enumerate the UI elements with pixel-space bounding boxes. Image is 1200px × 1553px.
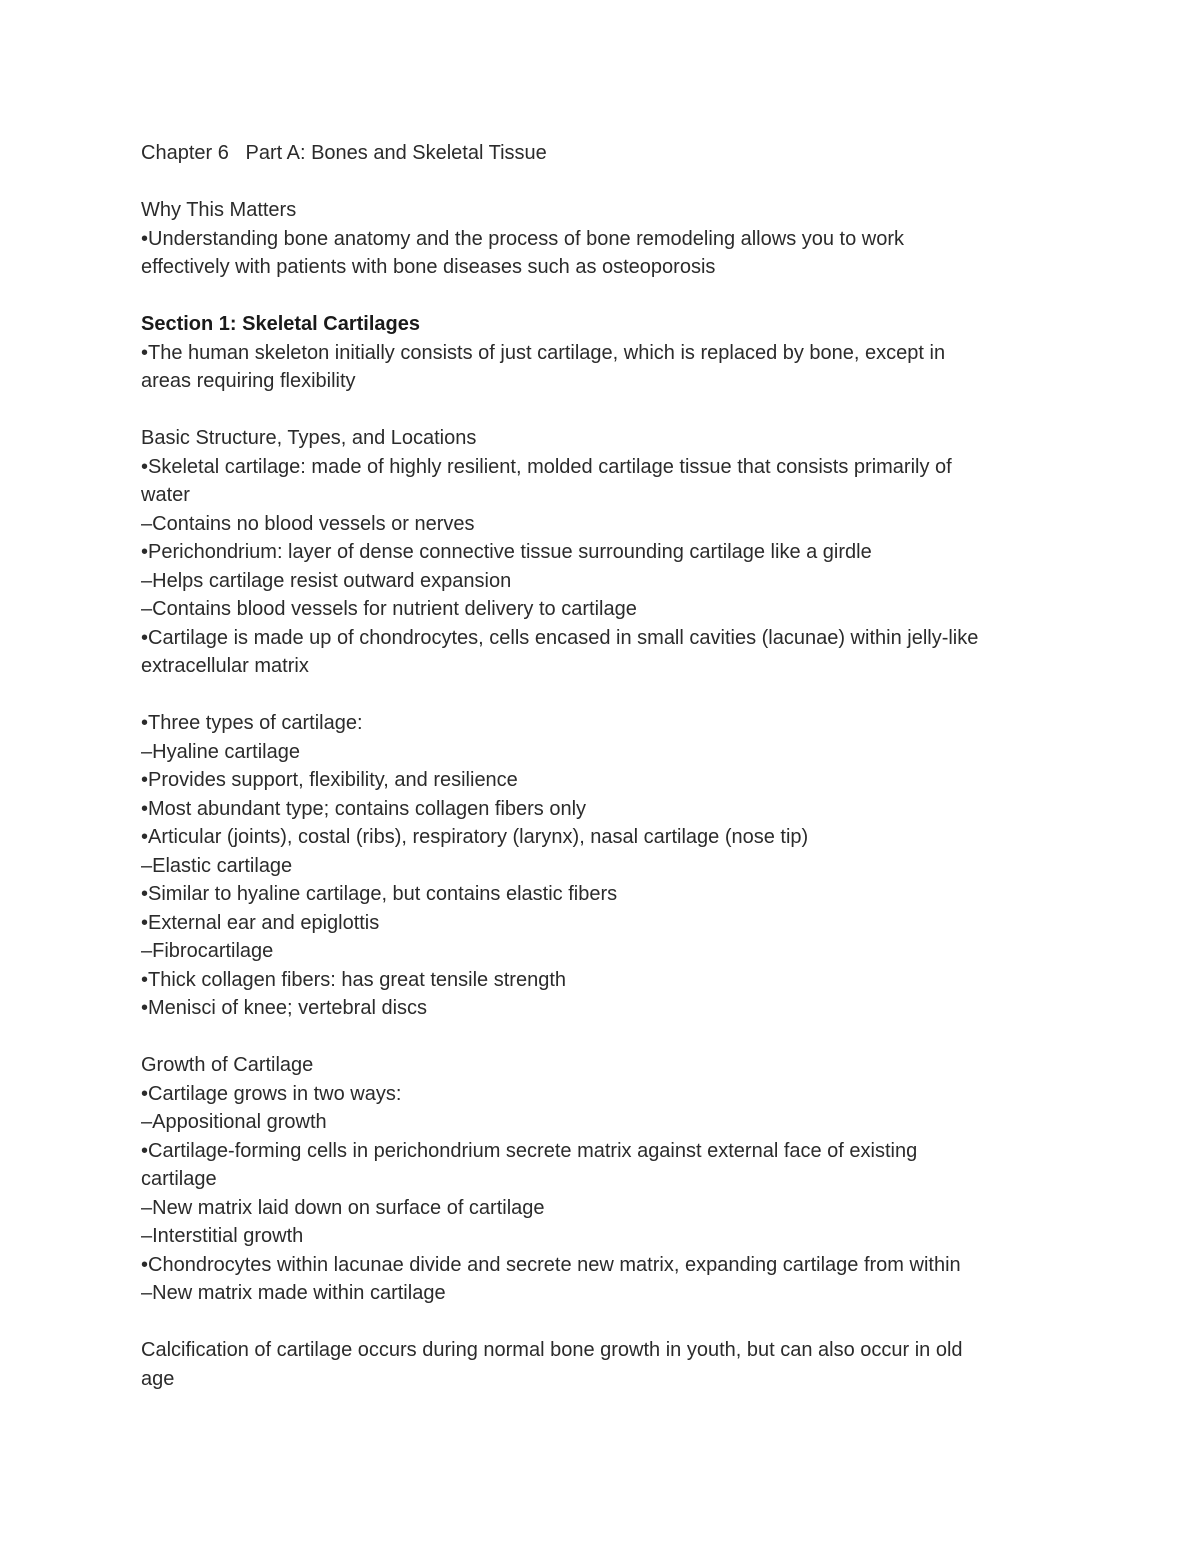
types-line: •Thick collagen fibers: has great tensile strength — [141, 968, 566, 991]
why-line: •Understanding bone anatomy and the process of bone remodeling allows you to work — [141, 227, 905, 250]
types-line: •Three types of cartilage: — [141, 712, 363, 734]
spacer — [141, 282, 1061, 311]
growth-line: –Interstitial growth — [141, 1225, 304, 1247]
types-line: –Fibrocartilage — [141, 940, 274, 962]
basic-line: water — [141, 484, 190, 506]
spacer — [141, 168, 1061, 197]
growth-line: •Cartilage-forming cells in perichondrium secrete matrix against external face of existing — [141, 1139, 918, 1162]
calcification-line: Calcification of cartilage occurs during normal bone growth in youth, but can also occur in old — [141, 1339, 963, 1361]
document-page — [141, 139, 1061, 1393]
growth-heading: Growth of Cartilage — [141, 1054, 314, 1076]
why-line: effectively with patients with bone diseases such as osteoporosis — [141, 256, 716, 278]
types-line: •Provides support, flexibility, and resilience — [141, 769, 518, 791]
why-heading: Why This Matters — [141, 199, 297, 221]
section-heading: Section 1: Skeletal Cartilages — [141, 313, 421, 335]
chapter-title: Chapter 6 Part A: Bones and Skeletal Tissue — [141, 142, 547, 164]
growth-line: •Cartilage grows in two ways: — [141, 1082, 402, 1105]
calcification-line: age — [141, 1367, 175, 1390]
basic-line: •Cartilage is made up of chondrocytes, cells encased in small cavities (lacunae) within jelly-like — [141, 626, 979, 649]
basic-line: –Contains blood vessels for nutrient delivery to cartilage — [141, 598, 637, 620]
growth-line: –New matrix made within cartilage — [141, 1282, 446, 1304]
types-line: –Elastic cartilage — [141, 854, 293, 877]
spacer — [141, 681, 1061, 710]
growth-line: –New matrix laid down on surface of cartilage — [141, 1196, 545, 1219]
basic-line: •Skeletal cartilage: made of highly resilient, molded cartilage tissue that consists primarily of — [141, 455, 952, 478]
types-line: –Hyaline cartilage — [141, 740, 300, 763]
basic-line: •Perichondrium: layer of dense connective tissue surrounding cartilage like a girdle — [141, 541, 872, 563]
growth-line: –Appositional growth — [141, 1111, 327, 1133]
types-line: •Most abundant type; contains collagen fibers only — [141, 797, 587, 820]
basic-heading: Basic Structure, Types, and Locations — [141, 427, 477, 449]
types-line: •Menisci of knee; vertebral discs — [141, 997, 428, 1019]
types-line: •External ear and epiglottis — [141, 911, 380, 934]
spacer — [141, 396, 1061, 425]
basic-line: –Helps cartilage resist outward expansion — [141, 569, 512, 592]
growth-line: •Chondrocytes within lacunae divide and secrete new matrix, expanding cartilage from within — [141, 1253, 961, 1276]
spacer — [141, 1308, 1061, 1337]
types-line: •Similar to hyaline cartilage, but contains elastic fibers — [141, 883, 618, 905]
spacer — [141, 1023, 1061, 1052]
growth-line: cartilage — [141, 1168, 217, 1190]
basic-line: extracellular matrix — [141, 655, 309, 677]
section-intro-line: areas requiring flexibility — [141, 370, 356, 392]
basic-line: –Contains no blood vessels or nerves — [141, 512, 475, 535]
types-line: •Articular (joints), costal (ribs), respiratory (larynx), nasal cartilage (nose tip) — [141, 826, 809, 848]
section-intro-line: •The human skeleton initially consists of just cartilage, which is replaced by bone, except in — [141, 341, 946, 364]
